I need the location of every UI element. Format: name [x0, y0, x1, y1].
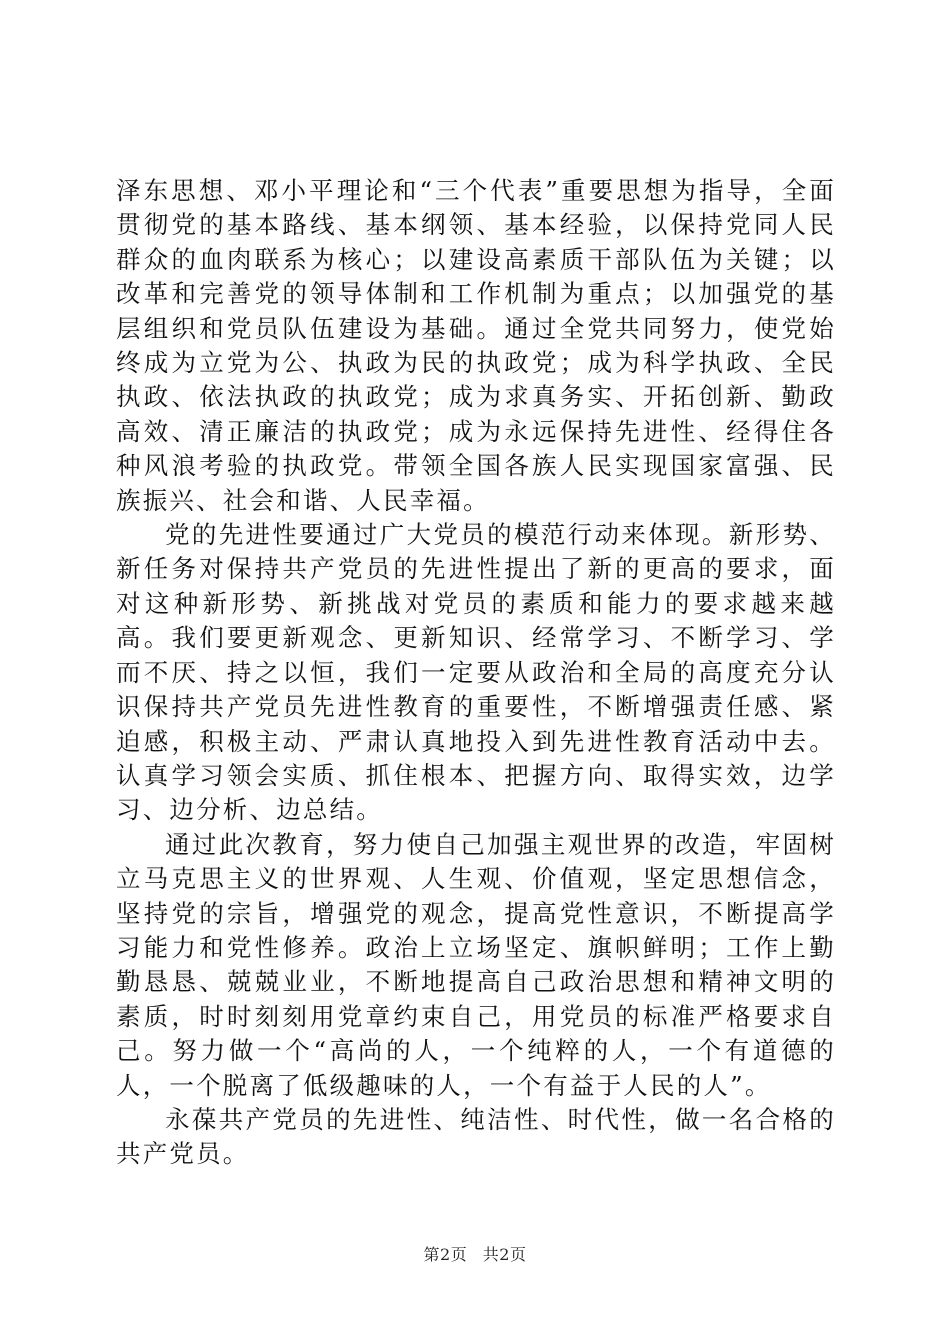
paragraph-party-advancement: 党的先进性要通过广大党员的模范行动来体现。新形势、新任务对保持共产党员的先进性提出了新的更高的要求，面对这种新形势、新挑战对党员的素质和能力的要求越来越高。我们要更新观念、更新知识、经常学习、不断学习、学而不厌、持之以恒，我们一定要从政治和全局的高度充分认识保持共产党员先进性教育的重要性，不断增强责任感、紧迫感，积极主动、严肃认真地投入到先进性教育活动中去。认真学习领会实质、抓住根本、把握方向、取得实效，边学习、边分析、边总结。: [116, 520, 836, 825]
paragraph-continuation: 泽东思想、邓小平理论和“三个代表”重要思想为指导，全面贯彻党的基本路线、基本纲领、基本经验，以保持党同人民群众的血肉联系为核心；以建设高素质干部队伍为关键；以改革和完善党的领导体制和工作机制为重点；以加强党的基层组织和党员队伍建设为基础。通过全党共同努力，使党始终成为立党为公、执政为民的执政党；成为科学执政、全民执政、依法执政的执政党；成为求真务实、开拓创新、勤政高效、清正廉洁的执政党；成为永远保持先进性、经得住各种风浪考验的执政党。带领全国各族人民实现国家富强、民族振兴、社会和谐、人民幸福。: [116, 176, 836, 515]
page-number: 第2页: [423, 1245, 468, 1264]
document-body: [116, 174, 836, 1172]
page-total: 共2页: [482, 1245, 527, 1264]
paragraph-education-goals: 通过此次教育，努力使自己加强主观世界的改造，牢固树立马克思主义的世界观、人生观、价值观，坚定思想信念，坚持党的宗旨，增强党的观念，提高党性意识，不断提高学习能力和党性修养。政治上立场坚定、旗帜鲜明；工作上勤勤恳恳、兢兢业业，不断地提高自己政治思想和精神文明的素质，时时刻刻用党章约束自己，用党员的标准严格要求自己。努力做一个“高尚的人，一个纯粹的人，一个有道德的人，一个脱离了低级趣味的人，一个有益于人民的人”。: [116, 829, 836, 1100]
paragraph-conclusion: 永葆共产党员的先进性、纯洁性、时代性，做一名合格的共产党员。: [116, 1104, 836, 1169]
page-footer: [0, 1242, 950, 1265]
